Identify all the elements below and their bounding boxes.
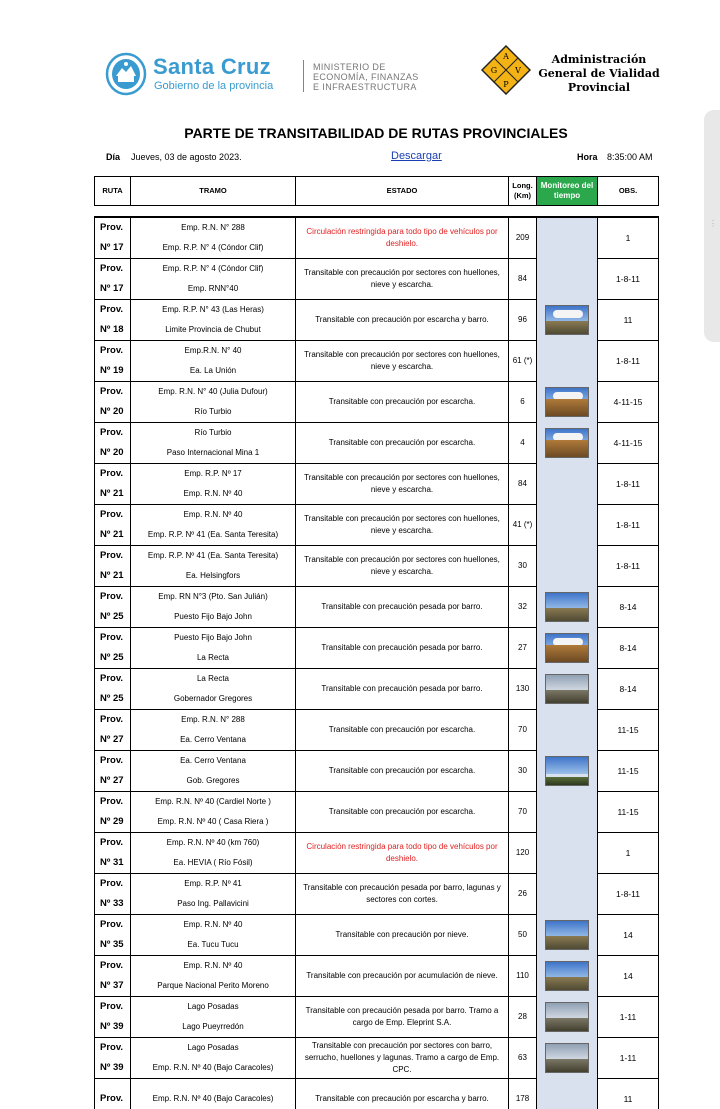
route-number: Nº 27 [100, 775, 124, 786]
weather-monitor-cell [537, 259, 598, 300]
length-cell: 96 [509, 300, 537, 341]
col-header-estado: ESTADO [296, 177, 509, 206]
date-label: Día [106, 152, 121, 162]
route-number: Nº 37 [100, 980, 124, 991]
observations-cell: 11-15 [598, 792, 659, 833]
section-to: Ea. Helsingfors [185, 571, 241, 580]
weather-monitor-cell [537, 382, 598, 423]
length-cell: 178 [509, 1079, 537, 1109]
length-cell: 63 [509, 1038, 537, 1079]
section-from: La Recta [196, 674, 230, 683]
section-to: Limite Provincia de Chubut [165, 325, 261, 334]
section-cell [131, 505, 296, 546]
table-row [95, 464, 659, 505]
observations-cell: 1 [598, 833, 659, 874]
route-number: Nº 20 [100, 406, 124, 417]
table-row [95, 833, 659, 874]
agency-line: General de Vialidad [538, 67, 660, 80]
weather-camera-thumbnail[interactable] [545, 592, 589, 622]
observations-cell: 14 [598, 915, 659, 956]
length-cell: 30 [509, 751, 537, 792]
document-title: PARTE DE TRANSITABILIDAD DE RUTAS PROVINCIALES [184, 125, 568, 141]
table-row [95, 710, 659, 751]
status-cell: Transitable con precaución por sectores con huellones, nieve y escarcha. [296, 259, 509, 300]
route-prefix: Prov. [100, 796, 124, 807]
route-number: Nº 33 [100, 898, 124, 909]
ministry-line: MINISTERIO DE [313, 62, 386, 72]
section-cell [131, 382, 296, 423]
status-cell: Transitable con precaución por escarcha y barro. [296, 1079, 509, 1109]
page-header [0, 40, 720, 110]
section-to: Gobernador Gregores [173, 694, 253, 703]
col-header-monitoreo: Monitoreo del tiempo [537, 177, 598, 206]
route-prefix: Prov. [100, 386, 124, 397]
section-to: Gob. Gregores [186, 776, 240, 785]
table-row [95, 1038, 659, 1079]
time-value: 8:35:00 AM [607, 152, 653, 162]
weather-monitor-cell [537, 341, 598, 382]
grip-icon: ⋮ [709, 219, 717, 228]
status-cell: Transitable con precaución por escarcha. [296, 751, 509, 792]
route-number: Nº 19 [100, 365, 124, 376]
route-number: Nº 25 [100, 611, 124, 622]
status-cell: Transitable con precaución por escarcha. [296, 792, 509, 833]
section-to: La Recta [196, 653, 230, 662]
weather-monitor-cell [537, 628, 598, 669]
weather-monitor-cell [537, 833, 598, 874]
section-from: Emp. R.P. N° 43 (Las Heras) [162, 305, 264, 314]
table-row [95, 382, 659, 423]
section-from: Emp. R.N. Nº 40 [183, 510, 243, 519]
route-number: Nº 18 [100, 324, 124, 335]
route-number: Nº 17 [100, 242, 124, 253]
table-row [95, 587, 659, 628]
route-cell [95, 382, 131, 423]
table-row [95, 669, 659, 710]
length-cell: 70 [509, 792, 537, 833]
length-cell: 70 [509, 710, 537, 751]
weather-monitor-cell [537, 1038, 598, 1079]
section-to: Ea. Tucu Tucu [187, 940, 239, 949]
status-cell: Transitable con precaución por escarcha. [296, 710, 509, 751]
column-header-table [94, 176, 659, 206]
ministry-name [313, 62, 419, 92]
status-cell: Transitable con precaución por sectores con huellones, nieve y escarcha. [296, 546, 509, 587]
weather-monitor-cell [537, 792, 598, 833]
route-number: Nº 39 [100, 1062, 124, 1073]
weather-camera-thumbnail[interactable] [545, 920, 589, 950]
section-to: Paso Ing. Pallavicini [177, 899, 249, 908]
route-prefix: Prov. [100, 1001, 124, 1012]
length-cell: 110 [509, 956, 537, 997]
weather-camera-thumbnail[interactable] [545, 756, 589, 786]
route-prefix: Prov. [100, 468, 124, 479]
table-row [95, 956, 659, 997]
status-cell: Transitable con precaución por escarcha y barro. [296, 300, 509, 341]
table-row [95, 546, 659, 587]
status-cell: Transitable con precaución por sectores con barro, serrucho, huellones y lagunas. Tramo a cargo de Emp. CPC. [296, 1038, 509, 1079]
table-row [95, 505, 659, 546]
section-from: Emp. R.N. N° 288 [181, 715, 245, 724]
agvp-logo-icon [481, 45, 531, 95]
section-to: Ea. Cerro Ventana [180, 735, 246, 744]
route-cell [95, 341, 131, 382]
section-from: Río Turbio [194, 428, 232, 437]
section-to: Río Turbio [194, 407, 232, 416]
weather-monitor-cell [537, 669, 598, 710]
download-link[interactable]: Descargar [391, 150, 442, 162]
section-cell [131, 628, 296, 669]
section-to: Paso Internacional Mina 1 [166, 448, 260, 457]
length-cell: 84 [509, 464, 537, 505]
route-cell [95, 1038, 131, 1079]
observations-cell: 1-8-11 [598, 505, 659, 546]
weather-monitor-cell [537, 915, 598, 956]
route-number: Nº 25 [100, 652, 124, 663]
section-from: Emp. R.P. Nº 41 [184, 879, 242, 888]
table-row [95, 751, 659, 792]
section-cell [131, 669, 296, 710]
length-cell: 209 [509, 217, 537, 259]
route-number: Nº 25 [100, 693, 124, 704]
length-cell: 27 [509, 628, 537, 669]
observations-cell: 1-11 [598, 997, 659, 1038]
table-row [95, 915, 659, 956]
section-cell [131, 956, 296, 997]
route-prefix: Prov. [100, 714, 124, 725]
length-cell: 130 [509, 669, 537, 710]
route-number: Nº 39 [100, 1021, 124, 1032]
section-from: Puesto Fijo Bajo John [174, 633, 252, 642]
table-row [95, 423, 659, 464]
route-cell [95, 300, 131, 341]
agvp-letter: V [515, 66, 521, 75]
route-cell [95, 792, 131, 833]
table-row [95, 874, 659, 915]
section-from: Emp. R.N. Nº 40 [183, 961, 243, 970]
observations-cell: 1-8-11 [598, 464, 659, 505]
section-cell [131, 1038, 296, 1079]
agency-line: Provincial [567, 81, 631, 94]
section-cell [131, 915, 296, 956]
route-number: Nº 21 [100, 529, 124, 540]
section-to: Emp. R.P. N° 4 (Cóndor Clif) [162, 243, 264, 252]
status-cell: Circulación restringida para todo tipo de vehículos por deshielo. [296, 217, 509, 259]
section-to: Ea. La Unión [189, 366, 237, 375]
observations-cell: 11 [598, 1079, 659, 1109]
observations-cell: 1-8-11 [598, 259, 659, 300]
route-prefix: Prov. [100, 427, 124, 438]
weather-monitor-cell [537, 710, 598, 751]
table-row [95, 628, 659, 669]
route-prefix: Prov. [100, 304, 124, 315]
route-prefix: Prov. [100, 837, 124, 848]
length-cell: 41 (*) [509, 505, 537, 546]
weather-monitor-cell [537, 997, 598, 1038]
weather-camera-thumbnail[interactable] [545, 674, 589, 704]
status-cell: Transitable con precaución por sectores con huellones, nieve y escarcha. [296, 464, 509, 505]
section-from: Lago Posadas [187, 1002, 239, 1011]
route-cell [95, 997, 131, 1038]
route-number: Nº 35 [100, 939, 124, 950]
province-name: Santa Cruz [153, 54, 271, 79]
observations-cell: 11 [598, 300, 659, 341]
status-cell: Transitable con precaución pesada por barro, lagunas y sectores con cortes. [296, 874, 509, 915]
ministry-line: E INFRAESTRUCTURA [313, 82, 417, 92]
section-from: Emp. R.P. Nº 17 [184, 469, 242, 478]
col-header-tramo: TRAMO [131, 177, 296, 206]
status-cell: Circulación restringida para todo tipo de vehículos por deshielo. [296, 833, 509, 874]
table-row [95, 792, 659, 833]
length-cell: 84 [509, 259, 537, 300]
route-cell [95, 669, 131, 710]
col-header-obs: OBS. [598, 177, 659, 206]
status-cell: Transitable con precaución por sectores con huellones, nieve y escarcha. [296, 505, 509, 546]
agvp-letter: A [503, 52, 509, 61]
weather-monitor-cell [537, 956, 598, 997]
length-cell: 50 [509, 915, 537, 956]
length-cell: 26 [509, 874, 537, 915]
section-cell [131, 546, 296, 587]
route-cell [95, 833, 131, 874]
weather-monitor-cell [537, 464, 598, 505]
time-label: Hora [577, 152, 598, 162]
section-from: Emp. R.N. N° 288 [181, 223, 245, 232]
route-cell [95, 710, 131, 751]
agvp-letter: P [503, 80, 509, 89]
weather-monitor-cell [537, 1079, 598, 1109]
route-prefix: Prov. [100, 632, 124, 643]
section-to: Lago Pueyrredón [182, 1022, 244, 1031]
section-cell [131, 710, 296, 751]
santa-cruz-emblem-icon [104, 52, 148, 96]
length-cell: 32 [509, 587, 537, 628]
header-divider [303, 60, 304, 92]
status-cell: Transitable con precaución pesada por barro. [296, 628, 509, 669]
route-number: Nº 21 [100, 488, 124, 499]
route-cell [95, 505, 131, 546]
length-cell: 4 [509, 423, 537, 464]
route-prefix: Prov. [100, 550, 124, 561]
route-cell [95, 217, 131, 259]
observations-cell: 8-14 [598, 669, 659, 710]
date-value: Jueves, 03 de agosto 2023. [131, 152, 242, 162]
agvp-letter: G [490, 66, 498, 75]
route-prefix: Prov. [100, 673, 124, 684]
length-cell: 28 [509, 997, 537, 1038]
weather-camera-thumbnail[interactable] [545, 1043, 589, 1073]
section-from: Emp. R.P. Nº 41 (Ea. Santa Teresita) [147, 551, 279, 560]
section-from: Ea. Cerro Ventana [180, 756, 246, 765]
route-prefix: Prov. [100, 591, 124, 602]
route-prefix: Prov. [100, 222, 124, 233]
section-to: Emp. R.P. Nº 41 (Ea. Santa Teresita) [147, 530, 279, 539]
status-cell: Transitable con precaución por escarcha. [296, 382, 509, 423]
section-to: Emp. R.N. Nº 40 ( Casa Riera ) [157, 817, 269, 826]
agency-name [536, 53, 662, 95]
section-from: Lago Posadas [187, 1043, 239, 1052]
table-row [95, 1079, 659, 1109]
length-cell: 120 [509, 833, 537, 874]
weather-camera-thumbnail[interactable] [545, 305, 589, 335]
section-cell [131, 874, 296, 915]
weather-monitor-cell [537, 505, 598, 546]
section-cell [131, 300, 296, 341]
section-cell [131, 751, 296, 792]
province-subtitle: Gobierno de la provincia [154, 80, 274, 92]
route-cell [95, 423, 131, 464]
route-prefix: Prov. [100, 919, 124, 930]
route-cell [95, 464, 131, 505]
section-cell [131, 259, 296, 300]
route-prefix: Prov. [100, 1092, 124, 1104]
table-row [95, 259, 659, 300]
observations-cell: 11-15 [598, 751, 659, 792]
observations-cell: 4-11-15 [598, 423, 659, 464]
section-cell [131, 423, 296, 464]
weather-monitor-cell [537, 874, 598, 915]
section-cell [131, 587, 296, 628]
observations-cell: 1-8-11 [598, 874, 659, 915]
status-cell: Transitable con precaución pesada por barro. Tramo a cargo de Emp. Eleprint S.A. [296, 997, 509, 1038]
agency-line: Administración [551, 53, 647, 66]
section-to: Emp. R.N. Nº 40 (Bajo Caracoles) [152, 1063, 274, 1072]
route-cell [95, 956, 131, 997]
weather-camera-thumbnail[interactable] [545, 961, 589, 991]
col-header-long: Long. (Km) [509, 177, 537, 206]
col-header-ruta: RUTA [95, 177, 131, 206]
route-number: Nº 29 [100, 816, 124, 827]
route-number: Nº 27 [100, 734, 124, 745]
observations-cell: 4-11-15 [598, 382, 659, 423]
section-cell [131, 217, 296, 259]
section-cell [131, 833, 296, 874]
route-cell [95, 751, 131, 792]
weather-camera-thumbnail[interactable] [545, 428, 589, 458]
section-from: Emp. R.N. Nº 40 (Cardiel Norte ) [155, 797, 271, 806]
observations-cell: 1-8-11 [598, 341, 659, 382]
section-from: Emp. R.N. N° 40 (Julia Dufour) [158, 387, 268, 396]
ministry-line: ECONOMÍA, FINANZAS [313, 72, 419, 82]
weather-monitor-cell [537, 587, 598, 628]
route-prefix: Prov. [100, 1042, 124, 1053]
section-cell [131, 792, 296, 833]
observations-cell: 1-11 [598, 1038, 659, 1079]
route-cell [95, 1079, 131, 1109]
status-cell: Transitable con precaución por sectores con huellones, nieve y escarcha. [296, 341, 509, 382]
route-cell [95, 915, 131, 956]
section-from: Emp. R.N. Nº 40 (km 760) [166, 838, 260, 847]
section-cell [131, 1079, 296, 1109]
weather-camera-thumbnail[interactable] [545, 387, 589, 417]
weather-camera-thumbnail[interactable] [545, 1002, 589, 1032]
observations-cell: 11-15 [598, 710, 659, 751]
status-cell: Transitable con precaución por escarcha. [296, 423, 509, 464]
status-cell: Transitable con precaución pesada por barro. [296, 587, 509, 628]
route-cell [95, 546, 131, 587]
route-number: Nº 17 [100, 283, 124, 294]
weather-monitor-cell [537, 217, 598, 259]
observations-cell: 8-14 [598, 628, 659, 669]
table-row [95, 997, 659, 1038]
status-cell: Transitable con precaución pesada por barro. [296, 669, 509, 710]
route-prefix: Prov. [100, 878, 124, 889]
length-cell: 30 [509, 546, 537, 587]
section-cell [131, 997, 296, 1038]
section-to: Puesto Fijo Bajo John [174, 612, 252, 621]
route-prefix: Prov. [100, 960, 124, 971]
length-cell: 6 [509, 382, 537, 423]
status-cell: Transitable con precaución por acumulación de nieve. [296, 956, 509, 997]
observations-cell: 1 [598, 217, 659, 259]
section-to: Emp. RNN°40 [187, 284, 239, 293]
route-prefix: Prov. [100, 263, 124, 274]
table-row [95, 217, 659, 259]
table-row [95, 300, 659, 341]
route-cell [95, 874, 131, 915]
route-cell [95, 628, 131, 669]
section-from: Emp. RN N°3 (Pto. San Julián) [158, 592, 268, 601]
section-to: Emp. R.N. Nº 40 [183, 489, 243, 498]
route-prefix: Prov. [100, 509, 124, 520]
table-row [95, 341, 659, 382]
route-number: Nº 20 [100, 447, 124, 458]
route-cell [95, 587, 131, 628]
weather-monitor-cell [537, 423, 598, 464]
observations-cell: 14 [598, 956, 659, 997]
weather-monitor-cell [537, 300, 598, 341]
observations-cell: 8-14 [598, 587, 659, 628]
route-prefix: Prov. [100, 345, 124, 356]
section-cell [131, 341, 296, 382]
route-prefix: Prov. [100, 755, 124, 766]
routes-table [94, 216, 659, 1109]
section-to: Parque Nacional Perito Moreno [157, 981, 269, 990]
route-number: Nº 21 [100, 570, 124, 581]
section-to: Ea. HEVIA ( Río Fósil) [173, 858, 253, 867]
section-from: Emp. R.N. Nº 40 (Bajo Caracoles) [152, 1093, 274, 1103]
weather-monitor-cell [537, 751, 598, 792]
section-from: Emp. R.N. Nº 40 [183, 920, 243, 929]
observations-cell: 1-8-11 [598, 546, 659, 587]
weather-camera-thumbnail[interactable] [545, 633, 589, 663]
route-number: Nº 31 [100, 857, 124, 868]
route-cell [95, 259, 131, 300]
weather-monitor-cell [537, 546, 598, 587]
section-from: Emp. R.P. N° 4 (Cóndor Clif) [162, 264, 264, 273]
status-cell: Transitable con precaución por nieve. [296, 915, 509, 956]
section-cell [131, 464, 296, 505]
length-cell: 61 (*) [509, 341, 537, 382]
section-from: Emp.R.N. N° 40 [184, 346, 242, 355]
